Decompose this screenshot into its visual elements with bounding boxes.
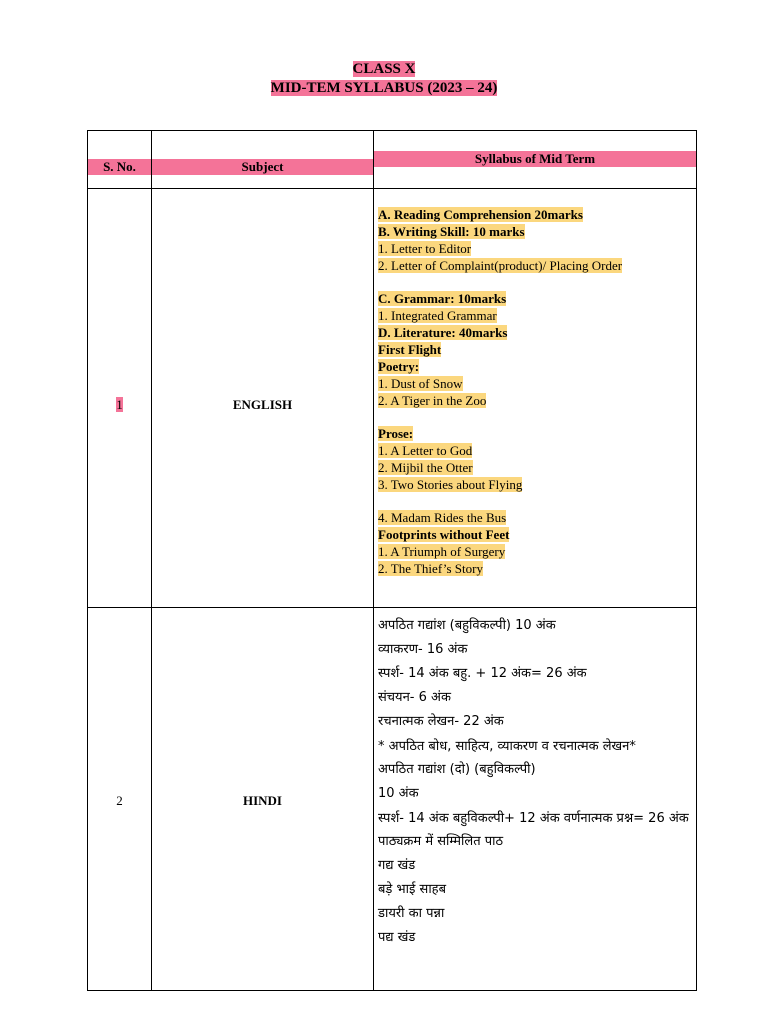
- list-item-text: 2. The Thief’s Story: [378, 561, 483, 576]
- list-item-text: 4. Madam Rides the Bus: [378, 510, 507, 525]
- list-item: [378, 560, 696, 577]
- english-sno-cell: [88, 189, 152, 608]
- english-subject-cell: [152, 189, 374, 608]
- list-item-text: Prose:: [378, 426, 414, 441]
- class-title: CLASS X: [352, 61, 416, 77]
- header-sno: S. No.: [88, 131, 152, 189]
- list-item-text: First Flight: [378, 342, 442, 357]
- hindi-syllabus-cell: [374, 608, 697, 991]
- list-item-text: 1. A Triumph of Surgery: [378, 544, 506, 559]
- list-item: [378, 257, 696, 274]
- hindi-syllabus-list: [374, 608, 696, 950]
- list-item: [378, 341, 696, 358]
- list-item: [378, 476, 696, 493]
- english-syllabus-cell: [374, 189, 697, 608]
- list-item-text: C. Grammar: 10marks: [378, 291, 507, 306]
- list-item: पाठ्यक्रम में सम्मिलित पाठ: [378, 834, 504, 849]
- header-subject: Subject: [152, 131, 374, 189]
- syllabus-title: MID-TEM SYLLABUS (2023 – 24): [270, 80, 498, 96]
- list-item: [378, 307, 696, 324]
- document-title: [0, 60, 768, 98]
- hindi-sno-cell: [88, 608, 152, 991]
- list-item: [378, 358, 696, 375]
- hindi-sno: 2: [116, 793, 123, 808]
- list-item: [378, 543, 696, 560]
- list-item: 10 अंक: [378, 786, 419, 801]
- syllabus-table: [87, 130, 697, 991]
- list-item: रचनात्मक लेखन- 22 अंक: [378, 714, 504, 729]
- list-item-text: Footprints without Feet: [378, 527, 510, 542]
- english-syllabus-list: [374, 189, 696, 577]
- list-item: [378, 375, 696, 392]
- list-item: स्पर्श- 14 अंक बहुविकल्पी+ 12 अंक वर्णनात्मक प्रश्न= 26 अंक: [378, 811, 689, 826]
- list-item: डायरी का पन्ना: [378, 906, 445, 921]
- list-item-text: 1. Letter to Editor: [378, 241, 472, 256]
- list-item-text: 2. A Tiger in the Zoo: [378, 393, 487, 408]
- list-item-text: 1. Dust of Snow: [378, 376, 463, 391]
- table-row: [88, 189, 697, 608]
- spacer: [378, 409, 696, 425]
- list-item: गद्य खंड: [378, 858, 416, 873]
- list-item-text: 2. Letter of Complaint(product)/ Placing Order: [378, 258, 623, 273]
- list-item: व्याकरण- 16 अंक: [378, 642, 468, 657]
- list-item: संचयन- 6 अंक: [378, 690, 451, 705]
- list-item: [378, 240, 696, 257]
- list-item: बड़े भाई साहब: [378, 882, 447, 897]
- table-row: [88, 608, 697, 991]
- hindi-subject-cell: [152, 608, 374, 991]
- list-item: [378, 290, 696, 307]
- list-item: [378, 223, 696, 240]
- english-sno: 1: [116, 397, 123, 412]
- header-syllabus: Syllabus of Mid Term: [374, 131, 697, 189]
- spacer: [378, 493, 696, 509]
- list-item: [378, 442, 696, 459]
- list-item: [378, 324, 696, 341]
- list-item-text: D. Literature: 40marks: [378, 325, 508, 340]
- list-item: [378, 526, 696, 543]
- list-item: अपठित गद्यांश (बहुविकल्पी) 10 अंक: [378, 618, 556, 633]
- list-item: [378, 425, 696, 442]
- list-item-text: Poetry:: [378, 359, 420, 374]
- list-item: [378, 509, 696, 526]
- list-item-text: 3. Two Stories about Flying: [378, 477, 523, 492]
- list-item-text: 2. Mijbil the Otter: [378, 460, 473, 475]
- list-item-text: 1. A Letter to God: [378, 443, 473, 458]
- english-subject: ENGLISH: [232, 397, 293, 412]
- list-item: [378, 206, 696, 223]
- list-item: पद्य खंड: [378, 930, 416, 945]
- list-item-text: B. Writing Skill: 10 marks: [378, 224, 525, 239]
- list-item: स्पर्श- 14 अंक बहु. + 12 अंक= 26 अंक: [378, 666, 587, 681]
- list-item-text: A. Reading Comprehension 20marks: [378, 207, 583, 222]
- list-item: [378, 459, 696, 476]
- list-item: अपठित गद्यांश (दो) (बहुविकल्पी): [378, 762, 536, 777]
- list-item: * अपठित बोध, साहित्य, व्याकरण व रचनात्मक लेखन*: [378, 739, 636, 754]
- hindi-subject: HINDI: [242, 793, 282, 808]
- table-header-row: [88, 131, 697, 189]
- spacer: [378, 274, 696, 290]
- list-item-text: 1. Integrated Grammar: [378, 308, 497, 323]
- list-item: [378, 392, 696, 409]
